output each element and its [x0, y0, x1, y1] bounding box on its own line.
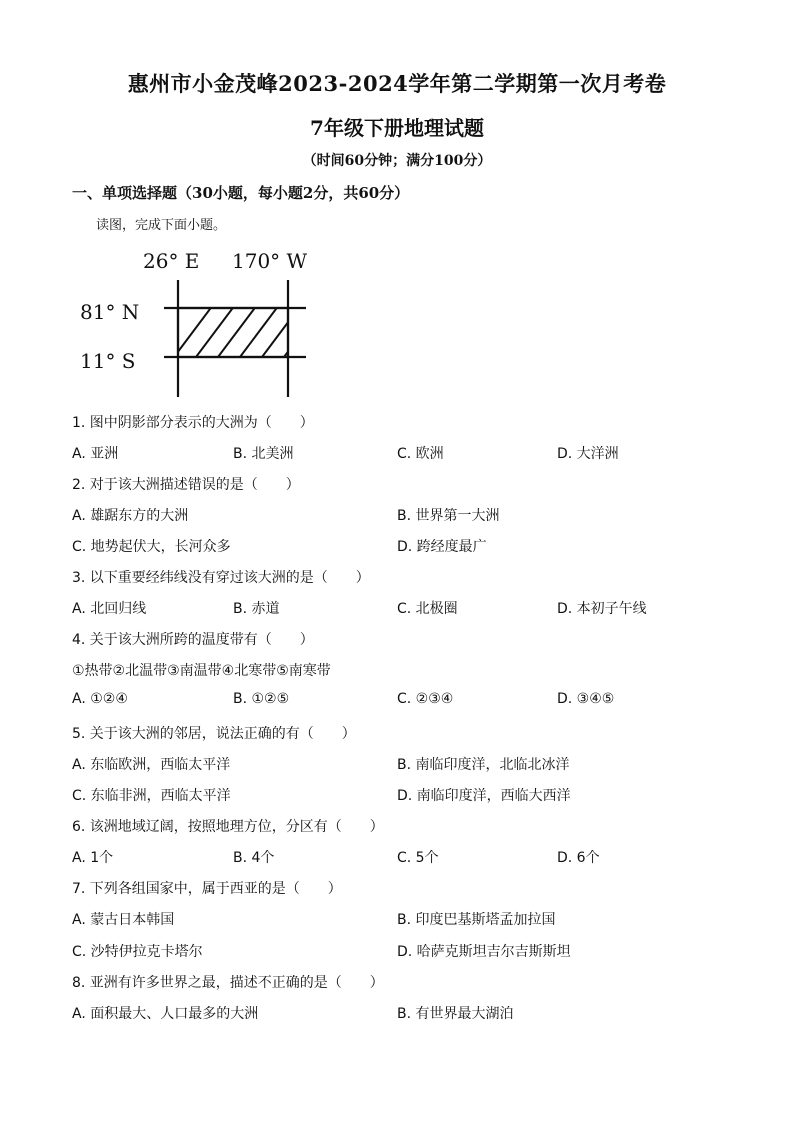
lat-label-bottom: 11° S: [80, 349, 136, 373]
option-b: B. 世界第一大洲: [397, 508, 500, 524]
option-b: B. 南临印度洋，北临北冰洋: [397, 757, 570, 773]
lon-label-right: 170° W: [232, 249, 308, 273]
option-c: C. 欧洲: [397, 446, 444, 462]
exam-subtitle: 7年级下册地理试题: [310, 116, 484, 140]
option-c: C. 地势起伏大，长河众多: [72, 539, 231, 555]
option-d: D. 哈萨克斯坦吉尔吉斯斯坦: [397, 944, 571, 960]
option-d: D. 本初子午线: [557, 601, 647, 617]
option-b: B. 有世界最大湖泊: [397, 1006, 514, 1022]
question-stem: 8. 亚洲有许多世界之最，描述不正确的是（ ）: [72, 975, 384, 991]
option-a: A. 蒙古日本韩国: [72, 912, 175, 928]
question-stem: 2. 对于该大洲描述错误的是（ ）: [72, 477, 300, 493]
option-c: C. 北极圈: [397, 601, 458, 617]
option-d: D. 南临印度洋，西临大西洋: [397, 788, 571, 804]
shaded-region: [162, 293, 322, 373]
option-c: C. 东临非洲，西临太平洋: [72, 788, 231, 804]
exam-title: 惠州市小金茂峰2023-2024学年第二学期第一次月考卷: [127, 71, 667, 96]
option-a: A. 北回归线: [72, 601, 147, 617]
option-c: C. 5个: [397, 850, 439, 866]
option-a: A. 亚洲: [72, 446, 119, 462]
question-stem: 1. 图中阴影部分表示的大洲为（ ）: [72, 415, 314, 431]
option-a: A. 雄踞东方的大洲: [72, 508, 189, 524]
option-b: B. 4个: [233, 850, 275, 866]
option-d: D. 6个: [557, 850, 600, 866]
option-b: B. ①②⑤: [233, 691, 290, 707]
section-heading: 一、单项选择题（30小题，每小题2分，共60分）: [72, 184, 410, 202]
question-stem: 6. 该洲地域辽阔，按照地理方位，分区有（ ）: [72, 819, 384, 835]
lat-label-top: 81° N: [80, 300, 140, 324]
question-stem: 3. 以下重要经纬线没有穿过该大洲的是（ ）: [72, 570, 370, 586]
option-a: A. 面积最大、人口最多的大洲: [72, 1006, 259, 1022]
time-info: （时间60分钟；满分100分）: [302, 153, 492, 169]
option-a: A. ①②④: [72, 691, 128, 707]
option-d: D. 大洋洲: [557, 446, 619, 462]
lon-label-left: 26° E: [143, 249, 200, 273]
option-a: A. 东临欧洲，西临太平洋: [72, 757, 231, 773]
question-choices-list: ①热带②北温带③南温带④北寒带⑤南寒带: [72, 663, 331, 679]
option-b: B. 北美洲: [233, 446, 294, 462]
question-stem: 4. 关于该大洲所跨的温度带有（ ）: [72, 632, 314, 648]
option-c: C. ②③④: [397, 691, 454, 707]
question-stem: 7. 下列各组国家中，属于西亚的是（ ）: [72, 881, 342, 897]
option-a: A. 1个: [72, 850, 114, 866]
option-d: D. 跨经度最广: [397, 539, 487, 555]
section-intro: 读图，完成下面小题。: [96, 218, 227, 233]
option-d: D. ③④⑤: [557, 691, 615, 707]
option-c: C. 沙特伊拉克卡塔尔: [72, 944, 203, 960]
option-b: B. 印度巴基斯塔孟加拉国: [397, 912, 556, 928]
question-stem: 5. 关于该大洲的邻居，说法正确的有（ ）: [72, 726, 356, 742]
lat-lon-figure: [72, 245, 322, 400]
option-b: B. 赤道: [233, 601, 280, 617]
